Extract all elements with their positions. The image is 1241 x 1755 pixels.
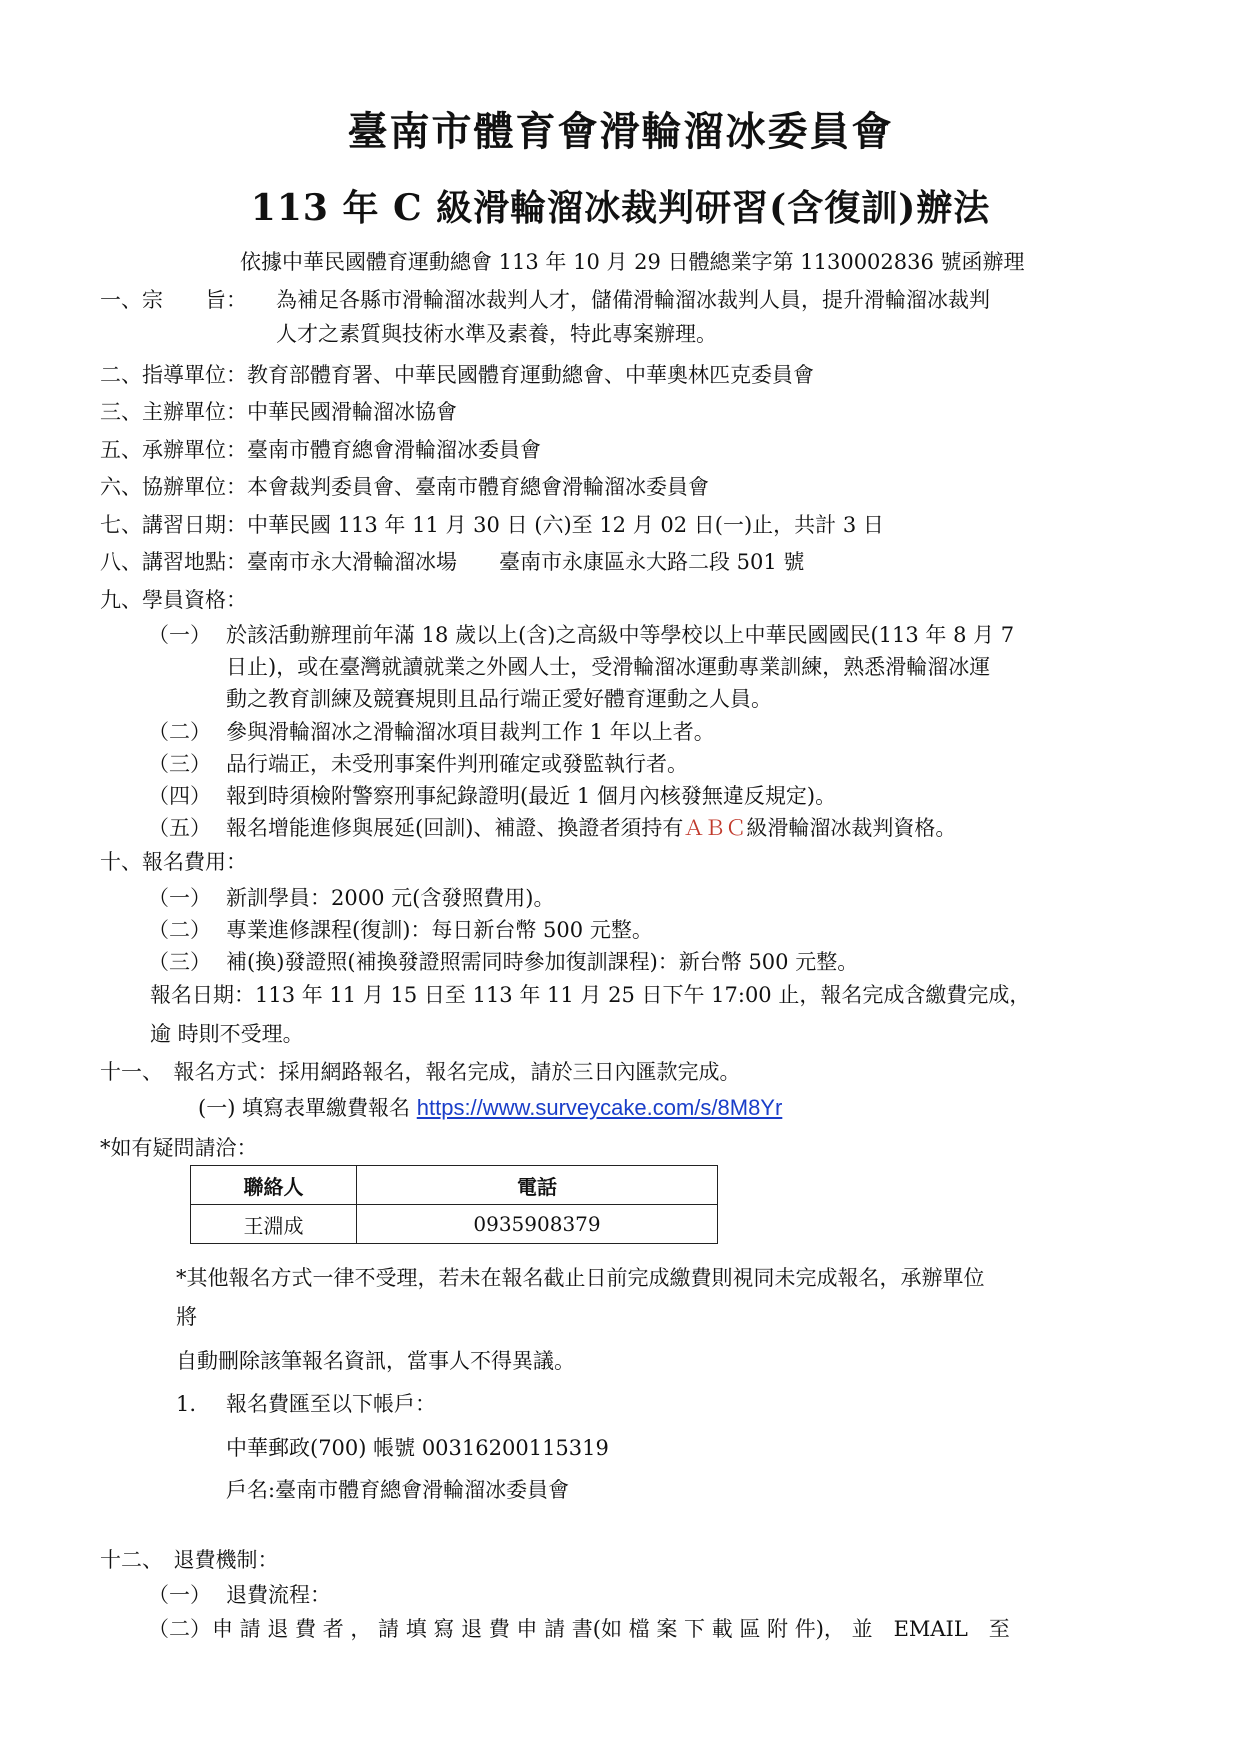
- inquiry-label: *如有疑問請洽：: [100, 1136, 258, 1160]
- contact-phone: 0935908379: [357, 1205, 718, 1244]
- fee-2-text: 專業進修課程(復訓)：每日新台幣 500 元整。: [226, 918, 653, 942]
- qual-3-number: （三）: [148, 752, 211, 776]
- fee-3-number: （三）: [148, 950, 211, 974]
- refund-1-number: （一）: [148, 1583, 211, 1607]
- doc-subtitle: 113 年 C 級滑輪溜冰裁判研習(含復訓)辦法: [250, 187, 991, 229]
- qual-1-line-1: 於該活動辦理前年滿 18 歲以上(含)之高級中等學校以上中華民國國民(113 年 8 月 7: [226, 623, 1015, 647]
- account-line-2: 戶名:臺南市體育總會滑輪溜冰委員會: [226, 1478, 570, 1502]
- qual-5-grades: ＡＢＣ: [683, 816, 747, 840]
- fee-3-text: 補(換)發證照(補換發證照需同時參加復訓課程)：新台幣 500 元整。: [226, 950, 859, 974]
- note-line-2: 將: [176, 1305, 197, 1329]
- training-date: 七、講習日期：中華民國 113 年 11 月 30 日 (六)至 12 月 02 日(一)止，共計 3 日: [100, 513, 884, 537]
- fee-label: 十、報名費用：: [100, 850, 247, 874]
- organizer-unit: 五、承辦單位：臺南市體育總會滑輪溜冰委員會: [100, 438, 541, 462]
- method-1-text: [198, 1096, 782, 1120]
- refund-2-number: （二）: [148, 1617, 211, 1641]
- refund-label: 十二、 退費機制：: [100, 1548, 279, 1572]
- qual-4-number: （四）: [148, 784, 211, 808]
- qual-1-line-3: 動之教育訓練及競賽規則且品行端正愛好體育運動之人員。: [226, 687, 772, 711]
- co-organizer-unit: 六、協辦單位：本會裁判委員會、臺南市體育總會滑輪溜冰委員會: [100, 475, 709, 499]
- account-label: 報名費匯至以下帳戶：: [226, 1392, 436, 1416]
- refund-1-text: 退費流程：: [226, 1583, 331, 1607]
- contact-header-name: 聯絡人: [191, 1166, 357, 1205]
- qual-5-text: [226, 816, 956, 840]
- qual-4-text: 報到時須檢附警察刑事紀錄證明(最近 1 個月內核發無違反規定)。: [226, 784, 837, 808]
- qualification-label: 九、學員資格：: [100, 588, 247, 612]
- contact-table-header: [191, 1166, 718, 1205]
- basis-text: 依據中華民國體育運動總會 113 年 10 月 29 日體總業字第 1130002836 號函辦理: [240, 250, 1025, 274]
- guide-unit: 二、指導單位：教育部體育署、中華民國體育運動總會、中華奧林匹克委員會: [100, 363, 814, 387]
- qual-5-number: （五）: [148, 816, 211, 840]
- method-label: 十一、 報名方式：採用網路報名，報名完成，請於三日內匯款完成。: [100, 1060, 741, 1084]
- registration-link[interactable]: https://www.surveycake.com/s/8M8Yr: [416, 1095, 783, 1120]
- qual-2-text: 參與滑輪溜冰之滑輪溜冰項目裁判工作 1 年以上者。: [226, 720, 715, 744]
- fee-2-number: （二）: [148, 918, 211, 942]
- fee-1-number: （一）: [148, 886, 211, 910]
- contact-name: 王淵成: [191, 1205, 357, 1244]
- qual-1-number: （一）: [148, 623, 211, 647]
- qual-5-text-b: 級滑輪溜冰裁判資格。: [746, 816, 957, 840]
- contact-header-phone: 電話: [357, 1166, 718, 1205]
- note-line-1: *其他報名方式一律不受理，若未在報名截止日前完成繳費則視同未完成報名，承辦單位: [176, 1266, 985, 1290]
- host-unit: 三、主辦單位：中華民國滑輪溜冰協會: [100, 400, 457, 424]
- account-line-1: 中華郵政(700) 帳號 00316200115319: [226, 1436, 609, 1460]
- account-number-marker: 1.: [176, 1392, 197, 1416]
- method-1-label: (一) 填寫表單繳費報名: [198, 1096, 411, 1120]
- purpose-label: 一、宗 旨：: [100, 288, 247, 312]
- reg-date-line-2: 逾 時則不受理。: [150, 1022, 304, 1046]
- qual-2-number: （二）: [148, 720, 211, 744]
- purpose-text-1: 為補足各縣市滑輪溜冰裁判人才，儲備滑輪溜冰裁判人員，提升滑輪溜冰裁判: [276, 288, 990, 312]
- fee-1-text: 新訓學員：2000 元(含發照費用)。: [226, 886, 555, 910]
- note-line-3: 自動刪除該筆報名資訊，當事人不得異議。: [176, 1349, 575, 1373]
- training-venue: 八、講習地點：臺南市永大滑輪溜冰場 臺南市永康區永大路二段 501 號: [100, 550, 805, 574]
- qual-3-text: 品行端正，未受刑事案件判刑確定或發監執行者。: [226, 752, 688, 776]
- qual-1-line-2: 日止)，或在臺灣就讀就業之外國人士，受滑輪溜冰運動專業訓練，熟悉滑輪溜冰運: [226, 655, 991, 679]
- purpose-text-2: 人才之素質與技術水準及素養，特此專案辦理。: [276, 322, 717, 346]
- doc-title: 臺南市體育會滑輪溜冰委員會: [347, 108, 894, 155]
- qual-5-text-a: 報名增能進修與展延(回訓)、補證、換證者須持有: [226, 816, 684, 840]
- refund-2-text: 申 請 退 費 者 ， 請 填 寫 退 費 申 請 書(如 檔 案 下 載 區 附 件)， 並 EMAIL 至: [212, 1617, 1010, 1641]
- contact-table: [190, 1165, 718, 1244]
- table-row: [191, 1205, 718, 1244]
- reg-date-line-1: 報名日期：113 年 11 月 15 日至 113 年 11 月 25 日下午 17:00 止，報名完成含繳費完成，: [150, 983, 1031, 1007]
